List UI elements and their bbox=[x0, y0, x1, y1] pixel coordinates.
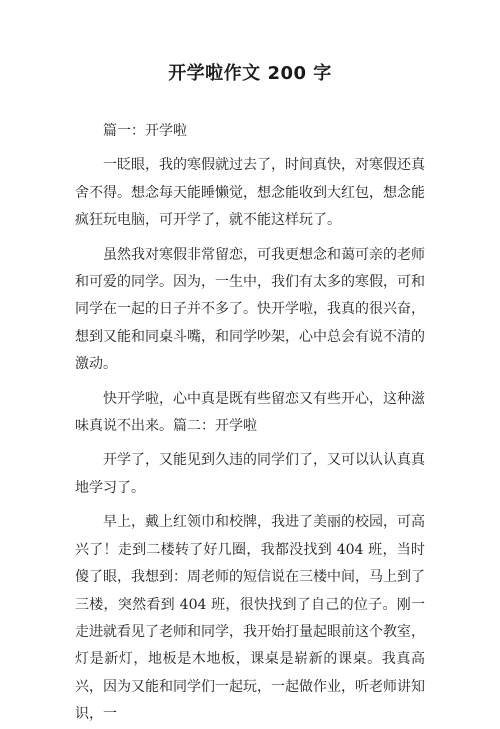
paragraph: 快开学啦，心中真是既有些留恋又有些开心，这种滋味真说不出来。篇二：开学啦 bbox=[75, 390, 425, 435]
paragraph: 早上，戴上红领巾和校牌，我进了美丽的校园，可高兴了！走到二楼转了好几圈，我都没找到 404 班，当时傻了眼，我想到：周老师的短信说在三楼中间，马上到了三楼，突然看到 404 班，很快找到了自己的位子。刚一走进就看见了老师和同学，我开始打量起眼前这个教室，灯是新灯，地板是木地板，课桌是崭新的课桌。我真高兴，因为又能和同学们一起玩，一起做作业，听老师讲知识，一 bbox=[75, 514, 425, 723]
document-title: 开学啦作文 200 字 bbox=[168, 63, 332, 84]
paragraph: 开学了，又能见到久违的同学们了，又可以认认真真地学习了。 bbox=[75, 452, 425, 496]
paragraph: 一眨眼，我的寒假就过去了，时间真快，对寒假还真舍不得。想念每天能睡懒觉，想念能收到大红包，想念能疯狂玩电脑，可开学了，就不能这样玩了。 bbox=[75, 157, 425, 229]
section-heading: 篇一：开学啦 bbox=[103, 123, 187, 139]
paragraph: 虽然我对寒假非常留恋，可我更想念和蔼可亲的老师和可爱的同学。因为，一生中，我们有太多的寒假，可和同学在一起的日子并不多了。快开学啦，我真的很兴奋，想到又能和同桌斗嘴，和同学吵架，心中总会有说不清的激动。 bbox=[75, 246, 425, 373]
document-body bbox=[75, 118, 425, 729]
